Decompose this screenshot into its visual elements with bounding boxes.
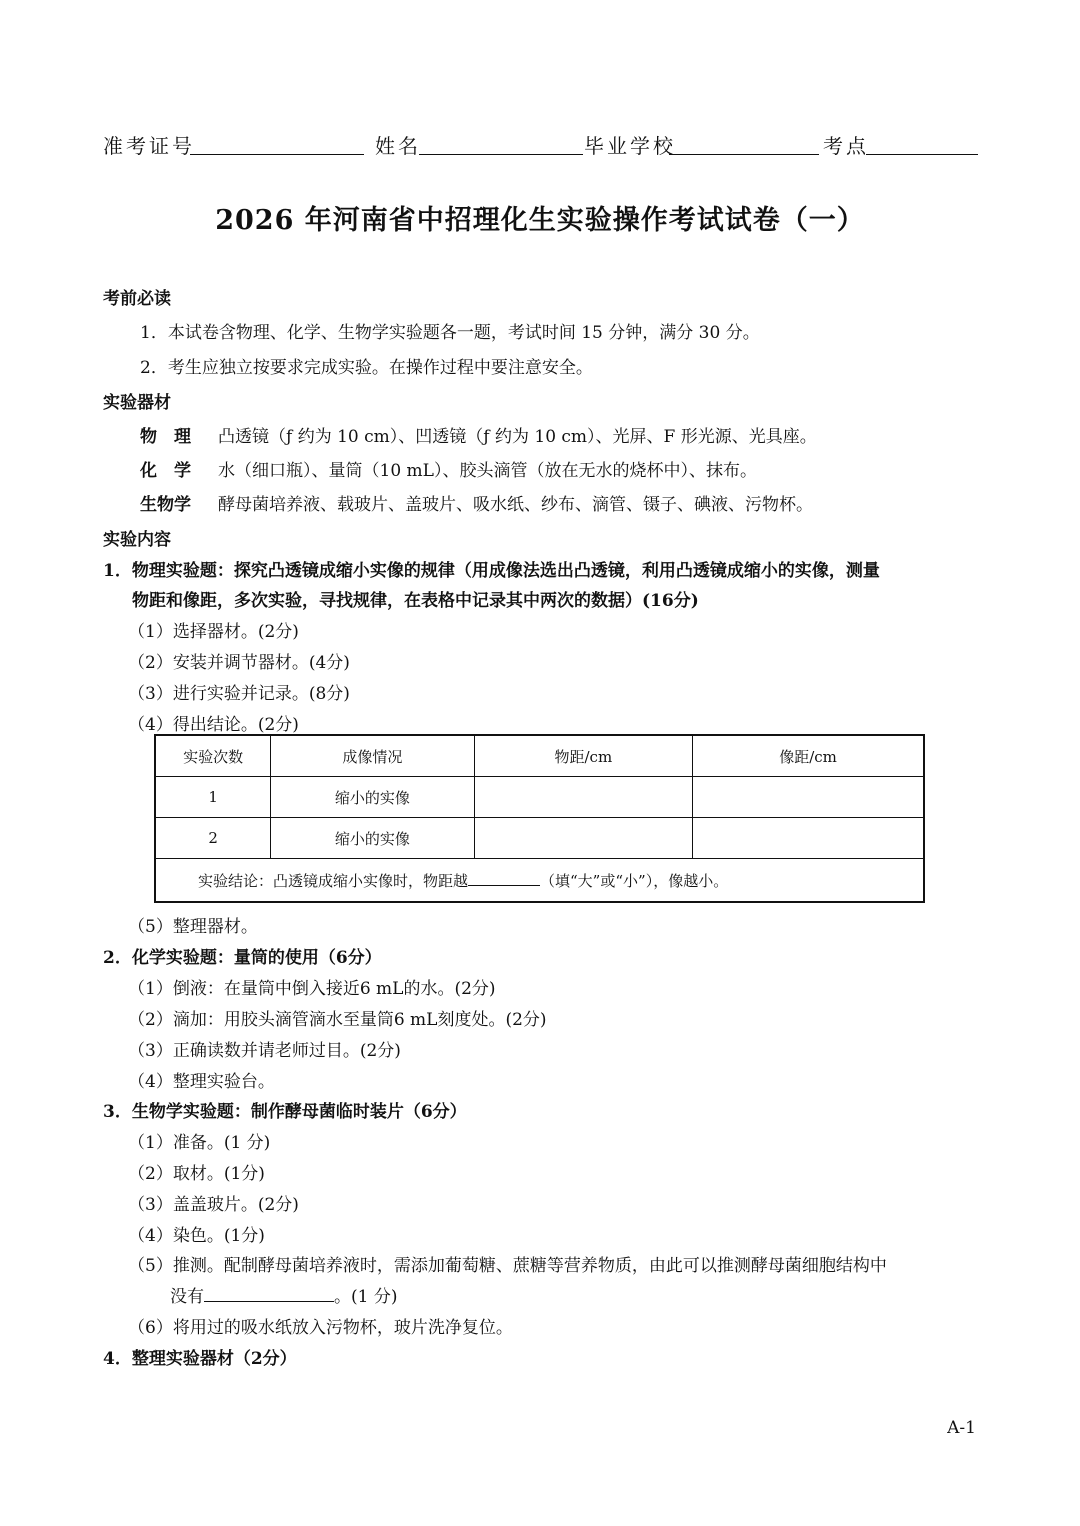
q2-title: 2．化学实验题：量筒的使用（6分） [103,948,382,968]
image-type-cell: 缩小的实像 [271,818,474,859]
school-blank[interactable] [669,154,819,155]
table-header-row [155,735,924,777]
table-row [155,818,924,859]
materials-chemistry-label: 化 学 [140,461,191,481]
table-header-cell: 实验次数 [155,735,271,777]
image-type-cell: 缩小的实像 [271,777,474,818]
q3-step: （3）盖盖玻片。(2分) [128,1195,299,1215]
table-header-cell: 物距/cm [474,735,692,777]
q3-step: （1）准备。(1 分) [128,1133,271,1153]
q3-step: （6）将用过的吸水纸放入污物杯，玻片洗净复位。 [128,1318,513,1338]
q3-step5-suffix: 。(1 分) [334,1287,398,1307]
q3-step5-prefix: 没有 [170,1287,204,1307]
materials-heading: 实验器材 [103,393,171,413]
object-distance-cell[interactable] [474,777,692,818]
table-header-cell: 像距/cm [693,735,924,777]
q2-step: （4）整理实验台。 [128,1072,275,1092]
q1-title-line1: 1．物理实验题：探究凸透镜成缩小实像的规律（用成像法选出凸透镜，利用凸透镜成缩小的实像，测量 [103,561,880,581]
materials-biology-label: 生物学 [140,495,191,515]
table-row [155,777,924,818]
record-table [154,734,925,903]
page-number: A-1 [947,1418,976,1438]
table-header-cell: 成像情况 [271,735,474,777]
q3-step: （2）取材。(1分) [128,1164,265,1184]
conclusion-prefix: 实验结论：凸透镜成缩小实像时，物距越 [198,871,469,890]
site-label: 考点 [823,134,869,158]
materials-biology-text: 酵母菌培养液、载玻片、盖玻片、吸水纸、纱布、滴管、镊子、碘液、污物杯。 [218,495,813,515]
notice-item: 1．本试卷含物理、化学、生物学实验题各一题，考试时间 15 分钟，满分 30 分。 [140,323,760,343]
trial-number-cell: 2 [155,818,271,859]
q1-step: （5）整理器材。 [128,917,258,937]
trial-number-cell: 1 [155,777,271,818]
q3-step5-line1: （5）推测。配制酵母菌培养液时，需添加葡萄糖、蔗糖等营养物质，由此可以推测酵母菌细胞结构中 [128,1256,887,1276]
q1-step: （2）安装并调节器材。(4分) [128,653,350,673]
notice-heading: 考前必读 [103,289,171,309]
q1-step: （3）进行实验并记录。(8分) [128,684,350,704]
q1-step: （1）选择器材。(2分) [128,622,299,642]
table-conclusion-row [155,859,924,903]
notice-item: 2．考生应独立按要求完成实验。在操作过程中要注意安全。 [140,358,593,378]
q3-step5-line2 [170,1282,397,1307]
q3-step: （4）染色。(1分) [128,1226,265,1246]
q3-answer-blank[interactable] [204,1300,334,1302]
candidate-info-header [103,130,978,160]
image-distance-cell[interactable] [693,777,924,818]
q1-title-line2: 物距和像距，多次实验，寻找规律，在表格中记录其中两次的数据）(16分) [132,591,699,611]
name-blank[interactable] [419,154,583,155]
materials-physics-text: 凸透镜（ƒ 约为 10 cm）、凹透镜（ƒ 约为 10 cm）、光屏、F 形光源、光具座。 [218,427,817,447]
object-distance-cell[interactable] [474,818,692,859]
conclusion-suffix: （填“大”或“小”），像越小。 [540,871,729,890]
conclusion-blank[interactable] [468,884,540,886]
q1-step: （4）得出结论。(2分) [128,715,299,735]
exam-id-blank[interactable] [190,154,364,155]
q3-title: 3．生物学实验题：制作酵母菌临时装片（6分） [103,1102,467,1122]
page-title: 2026 年河南省中招理化生实验操作考试试卷（一） [215,205,865,236]
q2-step: （2）滴加：用胶头滴管滴水至量筒6 mL刻度处。(2分) [128,1010,547,1030]
site-blank[interactable] [866,154,978,155]
image-distance-cell[interactable] [693,818,924,859]
conclusion-cell [155,859,924,903]
school-label: 毕业学校 [584,134,676,158]
q2-step: （3）正确读数并请老师过目。(2分) [128,1041,401,1061]
q2-step: （1）倒液：在量筒中倒入接近6 mL的水。(2分) [128,979,496,999]
q4-title: 4．整理实验器材（2分） [103,1349,297,1369]
materials-chemistry-text: 水（细口瓶）、量筒（10 mL）、胶头滴管（放在无水的烧杯中）、抹布。 [218,461,757,481]
exam-id-label: 准考证号 [103,134,195,158]
content-heading: 实验内容 [103,530,171,550]
name-label: 姓名 [375,134,421,158]
materials-physics-label: 物 理 [140,427,191,447]
